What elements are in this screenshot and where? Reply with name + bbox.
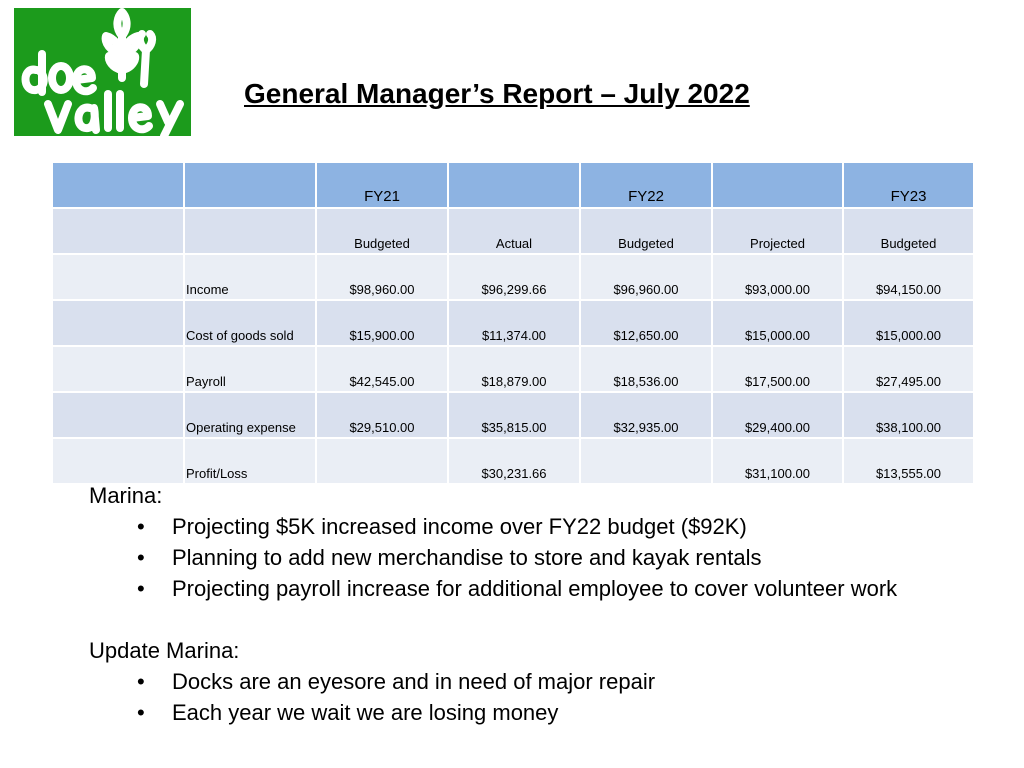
table-cell: $94,150.00 [843, 254, 974, 300]
table-cell-blank [52, 438, 184, 484]
row-label-profit-loss: Profit/Loss [184, 438, 316, 484]
table-cell: $29,400.00 [712, 392, 843, 438]
table-header-row-subheaders [52, 208, 974, 254]
table-cell: $18,536.00 [580, 346, 712, 392]
table-header-fy22: FY22 [580, 162, 712, 208]
row-label-operating-expense: Operating expense [184, 392, 316, 438]
table-header-blank [712, 162, 843, 208]
table-cell: $96,299.66 [448, 254, 580, 300]
table-cell: $96,960.00 [580, 254, 712, 300]
row-label-payroll: Payroll [184, 346, 316, 392]
marina-budget-table [51, 161, 975, 485]
table-cell: $27,495.00 [843, 346, 974, 392]
table-subheader-fy22-budgeted: Budgeted [580, 208, 712, 254]
table-cell: $93,000.00 [712, 254, 843, 300]
list-item [137, 573, 1009, 604]
table-cell: $17,500.00 [712, 346, 843, 392]
list-item-text: Projecting payroll increase for additional employee to cover volunteer work [172, 576, 898, 601]
table-cell: $15,000.00 [712, 300, 843, 346]
list-item-text: Planning to add new merchandise to store and kayak rentals [172, 545, 762, 570]
list-item-text: Docks are an eyesore and in need of major repair [172, 669, 656, 694]
table-cell [316, 438, 448, 484]
table-cell-blank [52, 300, 184, 346]
table-subheader-blank [52, 208, 184, 254]
notes-heading-marina: Marina: [89, 483, 163, 508]
table-cell: $15,900.00 [316, 300, 448, 346]
table-header-fy23: FY23 [843, 162, 974, 208]
bullet-icon: • [137, 545, 145, 570]
table-cell: $35,815.00 [448, 392, 580, 438]
table-subheader-fy21-budgeted: Budgeted [316, 208, 448, 254]
table-row [52, 254, 974, 300]
table-cell: $38,100.00 [843, 392, 974, 438]
update-bullet-list [89, 666, 1009, 728]
table-row [52, 438, 974, 484]
table-cell [580, 438, 712, 484]
spacer [89, 604, 1009, 635]
table-cell: $31,100.00 [712, 438, 843, 484]
table-cell: $15,000.00 [843, 300, 974, 346]
table-subheader-fy21-actual: Actual [448, 208, 580, 254]
bullet-icon: • [137, 514, 145, 539]
table-cell: $29,510.00 [316, 392, 448, 438]
page-title: General Manager’s Report – July 2022 [244, 78, 750, 109]
table-cell: $98,960.00 [316, 254, 448, 300]
table-cell-blank [52, 346, 184, 392]
table-cell: $30,231.66 [448, 438, 580, 484]
row-label-income: Income [184, 254, 316, 300]
table-cell: $11,374.00 [448, 300, 580, 346]
list-item [137, 697, 1009, 728]
table-row [52, 346, 974, 392]
doe-valley-logo [14, 8, 191, 136]
table-header-fy21: FY21 [316, 162, 448, 208]
bullet-icon: • [137, 669, 145, 694]
list-item-text: Projecting $5K increased income over FY22 budget ($92K) [172, 514, 747, 539]
table-cell: $12,650.00 [580, 300, 712, 346]
table-cell: $42,545.00 [316, 346, 448, 392]
table-cell: $18,879.00 [448, 346, 580, 392]
list-item-text: Each year we wait we are losing money [172, 700, 559, 725]
table-subheader-fy22-projected: Projected [712, 208, 843, 254]
list-item [137, 666, 1009, 697]
bullet-icon: • [137, 700, 145, 725]
table-cell-blank [52, 254, 184, 300]
table-header-blank [184, 162, 316, 208]
table-row [52, 300, 974, 346]
table-cell-blank [52, 392, 184, 438]
marina-bullet-list [89, 511, 1009, 604]
table-header-corner [52, 162, 184, 208]
list-item [137, 511, 1009, 542]
table-header-blank [448, 162, 580, 208]
notes-section [89, 480, 1009, 728]
bullet-icon: • [137, 576, 145, 601]
table-header-row-fiscal-years [52, 162, 974, 208]
table-subheader-fy23-budgeted: Budgeted [843, 208, 974, 254]
table-subheader-blank [184, 208, 316, 254]
row-label-cost-of-goods-sold: Cost of goods sold [184, 300, 316, 346]
table-cell: $13,555.00 [843, 438, 974, 484]
leaf-sprout-icon [14, 8, 191, 136]
table-cell: $32,935.00 [580, 392, 712, 438]
table-row [52, 392, 974, 438]
list-item [137, 542, 1009, 573]
notes-heading-update-marina: Update Marina: [89, 638, 240, 663]
